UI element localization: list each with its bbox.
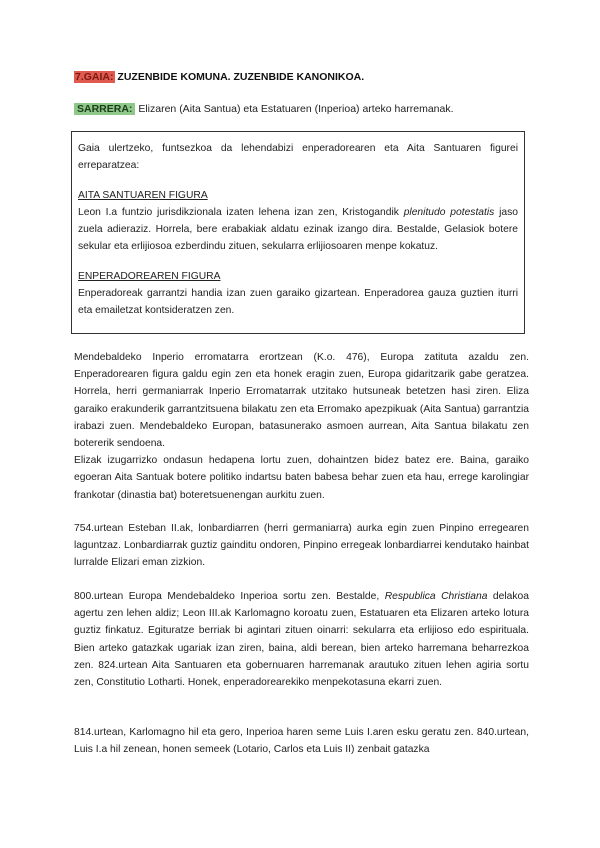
pope-heading: AITA SANTUAREN FIGURA	[78, 190, 208, 201]
paragraph-block-1	[74, 349, 529, 504]
paragraph-block-3	[74, 588, 529, 691]
paragraph-4	[74, 588, 529, 691]
title-text: ZUZENBIDE KOMUNA. ZUZENBIDE KANONIKOA.	[114, 71, 365, 83]
paragraph-3: 754.urtean Esteban II.ak, lonbardiarren (herri germaniarra) aurka egin zuen Pinpino erregearen laguntzaz. Lonbardiarrak guztiz gainditu ondoren, Pinpino erregeak lonbardiarrei kendutako hainbat lurralde Elizari eman zizkion.	[74, 523, 529, 569]
box-lead: Gaia ulertzeko, funtsezkoa da lehendabizi enperadorearen eta Aita Santuaren figurei erreparatzea:	[78, 143, 518, 171]
paragraph-block-2	[74, 520, 529, 572]
title-highlight: 7.GAIA:	[75, 71, 114, 83]
paragraph-4-b: delakoa agertu zen lehen aldiz; Leon III.ak Karlomagno koroatu zuen, Estatuaren eta Elizaren arteko lotura guztiz finkatuz. Egituratze berriak bi agintari zituen oinarri: sekularra eta erlijioso edo espirituala. Bien arteko gatazkak ugariak izan ziren, baina, aldi berean, bien arteko harremana beharrezkoa zen. 824.urtean Aita Santuaren eta gobernuaren harremanak arautuko zituen lehen agiria sortu zen, Constitutio Lotharti. Honek, enperadorearekiko menpekotasuna ekarri zuen.	[74, 591, 529, 689]
intro-label: SARRERA:	[74, 103, 135, 115]
pope-text-a: Leon I.a funtzio jurisdikzionala izaten lehena izan zen, Kristogandik	[78, 207, 404, 218]
paragraph-5: 814.urtean, Karlomagno hil eta gero, Inperioa haren seme Luis I.aren esku geratu zen. 840.urtean, Luis I.a hil zenean, honen semeek (Lotario, Carlos eta Luis II) zenbait gatazka	[74, 727, 529, 756]
intro-line	[74, 103, 454, 115]
pope-text-b: jaso zuela adieraziz. Horrela, bere erabakiak aldatu ezinak izango dira. Bestalde, Gelasiok botere sekular eta erlijiosoa ezberdindu zituen, sekularra erlijiosoaren menpe kokatuz.	[78, 207, 518, 252]
emperor-text: Enperadoreak garrantzi handia izan zuen garaiko gizartean. Enperadorea gauza guztien iturri eta emailetzat kontsideratzen zen.	[78, 288, 518, 316]
chapter-title	[74, 71, 364, 83]
emperor-heading: ENPERADOREAREN FIGURA	[78, 271, 221, 282]
pope-text	[78, 204, 518, 255]
paragraph-1: Mendebaldeko Inperio erromatarra erortzean (K.o. 476), Europa zatituta azaldu zen. Enperadorearen figura galdu egin zen eta honek eragin zuen, Europa gidaritzarik gabe geratzea. Horrela, herri germaniarrak Inperio Erromatarrak utzitako hutsuneak betetzen hasi ziren. Eliza garaiko erakunderik garrantzitsuena bilakatu zen eta Erromako apezpikuak (Aita Santua) garrantzia irabazi zuen. Mendebaldeko Europan, batasunerako asmoen aurrean, Aita Santua bilakatu zen botererik sendoena.	[74, 352, 529, 450]
pope-text-italic: plenitudo potestatis	[403, 207, 495, 218]
paragraph-4-italic: Respublica Christiana	[384, 591, 488, 602]
paragraph-4-a: 800.urtean Europa Mendebaldeko Inperioa sortu zen. Bestalde,	[74, 591, 385, 602]
intro-text: Elizaren (Aita Santua) eta Estatuaren (Inperioa) arteko harremanak.	[135, 103, 454, 115]
paragraph-2: Elizak izugarrizko ondasun hedapena lortu zuen, dohaintzen bidez batez ere. Baina, garaiko egoeran Aita Santuak botere politiko indartsu baten babesa behar zuen eta hau, errege karolingiar frankotar (dinastia bat) boteretsuenengan aurkitu zuen.	[74, 455, 529, 501]
figures-box	[71, 131, 525, 334]
paragraph-block-4	[74, 724, 529, 758]
